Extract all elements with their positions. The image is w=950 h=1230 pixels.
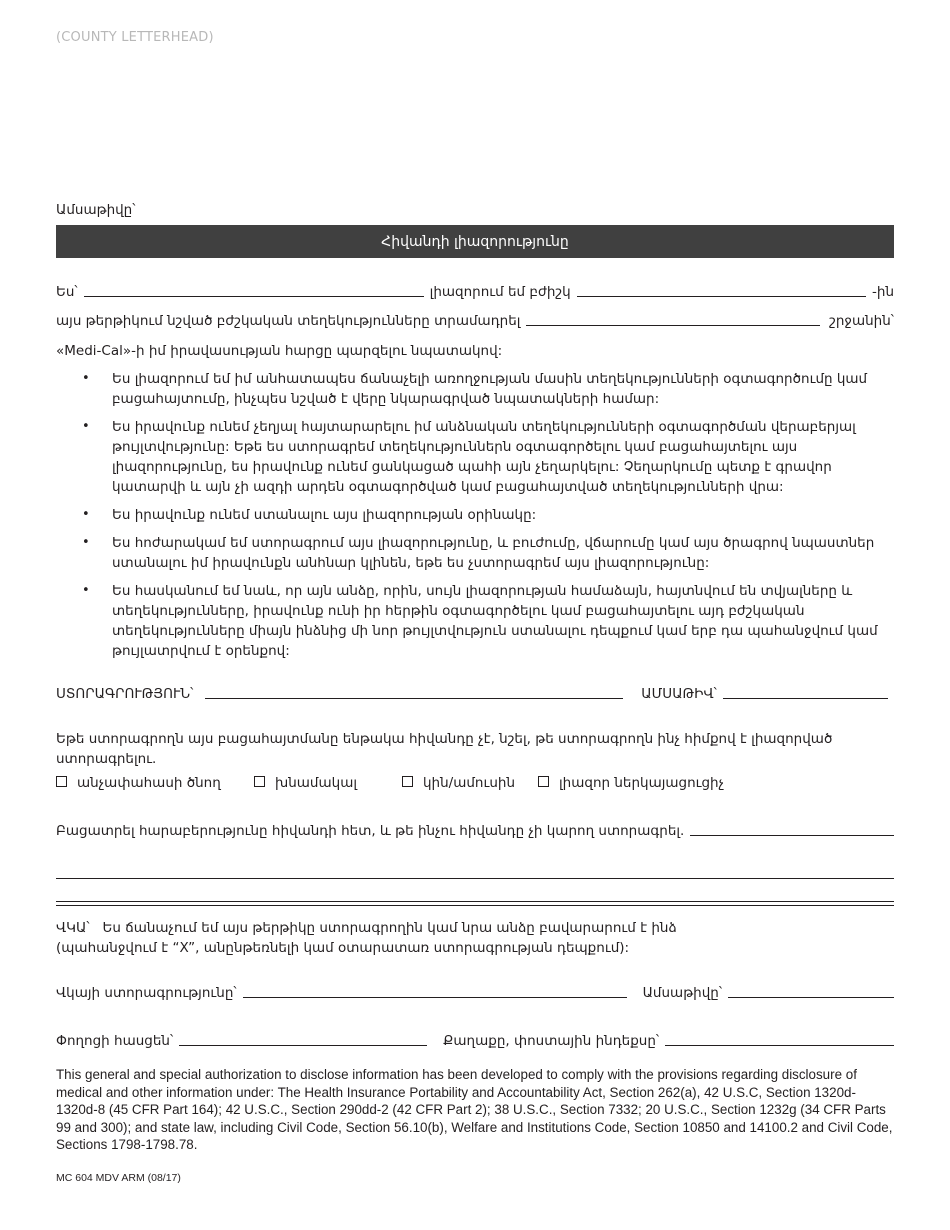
bullet-item: • Ես հասկանում եմ նաև, որ այն անձը, որին, սույն լիազորության համաձայն, հայտնվում են տվյալները և տեղեկությունները, իրավունք ունի իր հերթին օգտագործելու կամ բացահայտելու այդ բժշկական տեղեկությունները միայն ինձնից մի նոր թույլտվություն ստանալու դեպքում կամ երբ դա պահանջվում կամ թույլատրվում է օրենքով: (82, 583, 878, 659)
non-patient-instruction: Եթե ստորագրողն այս բացահայտմանը ենթակա հիվանդը չէ, նշել, թե ստորագրողն ինչ հիմքով է լիազորված ստորագրելու. (56, 731, 833, 767)
address-row (56, 1033, 894, 1049)
i-label: Ես՝ (56, 284, 78, 300)
relationship-row (56, 823, 894, 839)
option-guardian[interactable]: խնամակալ (254, 775, 357, 791)
witness-signature-field[interactable] (243, 997, 627, 998)
district-label: շրջանին՝ (829, 313, 894, 329)
authorize-physician-label: լիազորում եմ բժիշկ (429, 284, 571, 300)
city-zip-label: Քաղաքը, փոստային ինդեքսը՝ (443, 1033, 660, 1049)
county-name-field[interactable] (526, 325, 820, 326)
witness-date-label: Ամսաթիվը՝ (642, 985, 723, 1001)
date-label: Ամսաթիվը՝ (56, 202, 136, 218)
form-number: MC 604 MDV ARM (08/17) (56, 1172, 181, 1184)
street-address-field[interactable] (179, 1045, 427, 1046)
bullet-item: • Ես հոժարակամ եմ ստորագրում այս լիազորությունը, և բուժումը, վճարումը կամ այս ծրագրով նպաստներ ստանալու իմ իրավունքն անհնար կլինեն, եթե ես չստորագրեմ այս լիազորությունը: (82, 535, 875, 571)
authorization-line-1 (56, 284, 894, 300)
checkbox[interactable] (538, 776, 549, 787)
patient-name-field[interactable] (84, 296, 424, 297)
form-title-bar (56, 225, 894, 258)
signature-row (56, 686, 894, 702)
relationship-field-line-2[interactable] (56, 878, 894, 879)
checkbox[interactable] (402, 776, 413, 787)
form-title: Հիվանդի լիազորությունը (381, 233, 569, 250)
witness-signature-label: Վկայի ստորագրությունը՝ (56, 985, 237, 1001)
physician-name-field[interactable] (577, 296, 866, 297)
county-letterhead-placeholder: (COUNTY LETTERHEAD) (56, 30, 214, 45)
street-address-label: Փողոցի հասցեն՝ (56, 1033, 174, 1049)
relationship-field[interactable] (690, 835, 894, 836)
option-minor-parent[interactable]: անչափահասի ծնող (56, 775, 221, 791)
signature-label: ՍՏՈՐԱԳՐՈՒԹՅՈՒՆ՝ (56, 686, 194, 702)
signature-field[interactable] (205, 698, 623, 699)
relationship-label: Բացատրել հարաբերությունը հիվանդի հետ, և թե ինչու հիվանդը չի կարող ստորագրել. (56, 823, 685, 839)
signature-date-label: ԱՄՍԱԹԻՎ՝ (641, 686, 717, 702)
consent-bullet-list (56, 369, 894, 669)
witness-date-field[interactable] (728, 997, 894, 998)
witness-statement: ՎԿԱ՝ Ես ճանաչում եմ այս թերթիկը ստորագրողին կամ նրա անձը բավարարում է ինձ (պահանջվում է “X”, անընթեռնելի կամ օտարատառ ստորագրության դեպքում): (56, 920, 677, 956)
option-spouse[interactable]: կին/ամուսին (402, 775, 515, 791)
physician-suffix: -ին (872, 284, 894, 300)
purpose-statement: «Medi-Cal»-ի իմ իրավասության հարցը պարզելու նպատակով: (56, 343, 503, 359)
option-authorized-representative[interactable]: լիազոր ներկայացուցիչ (538, 775, 724, 791)
provide-info-label: այս թերթիկում նշված բժշկական տեղեկությունները տրամադրել (56, 313, 521, 329)
section-divider (56, 901, 894, 902)
witness-row (56, 985, 894, 1001)
signature-date-field[interactable] (723, 698, 888, 699)
authorization-line-2 (56, 313, 894, 329)
bullet-item: • Ես իրավունք ունեմ ստանալու այս լիազորության օրինակը: (82, 507, 537, 523)
bullet-item: • Ես լիազորում եմ իմ անհատապես ճանաչելի առողջության մասին տեղեկությունների օգտագործումը կամ բացահայտումը, ինչպես նշված է վերը նկարագրված նպատակների համար: (82, 371, 868, 407)
section-divider (56, 905, 894, 906)
checkbox[interactable] (254, 776, 265, 787)
city-zip-field[interactable] (665, 1045, 894, 1046)
legal-disclaimer: This general and special authorization to disclose information has been developed to comply with the provisions regarding disclosure of medical and other information under: The Health Insurance Portability and Accountability Act, Section 262(a), 42 U.S.C, Section 1320d-1320d-8 (45 CFR Part 164); 42 U.S.C., Section 290dd-2 (42 CFR Part 2); 38 U.S.C., Section 7332; 20 U.S.C., Section 1232g (34 CFR Parts 99 and 300); and state law, including Civil Code, Section 56.10(b), Welfare and Institutions Code, Section 10850 and 14100.2 and Civil Code, Sections 1798-1798.78. (56, 1067, 893, 1152)
bullet-item: • Ես իրավունք ունեմ չեղյալ հայտարարելու իմ անձնական տեղեկությունների օգտագործման վերաբերյալ թույլտվությունը: Եթե ես ստորագրեմ տեղեկություններն օգտագործելու կամ բացահայտելու այս լիազորությունը, ես իրավունք ունեմ ցանկացած պահի այն չեղարկելու: Չեղարկումը պետք է գրավոր կատարվի և այն չի ազդի արդեն օգտագործված կամ բացահայտված տեղեկությունների վրա: (82, 419, 856, 495)
checkbox[interactable] (56, 776, 67, 787)
